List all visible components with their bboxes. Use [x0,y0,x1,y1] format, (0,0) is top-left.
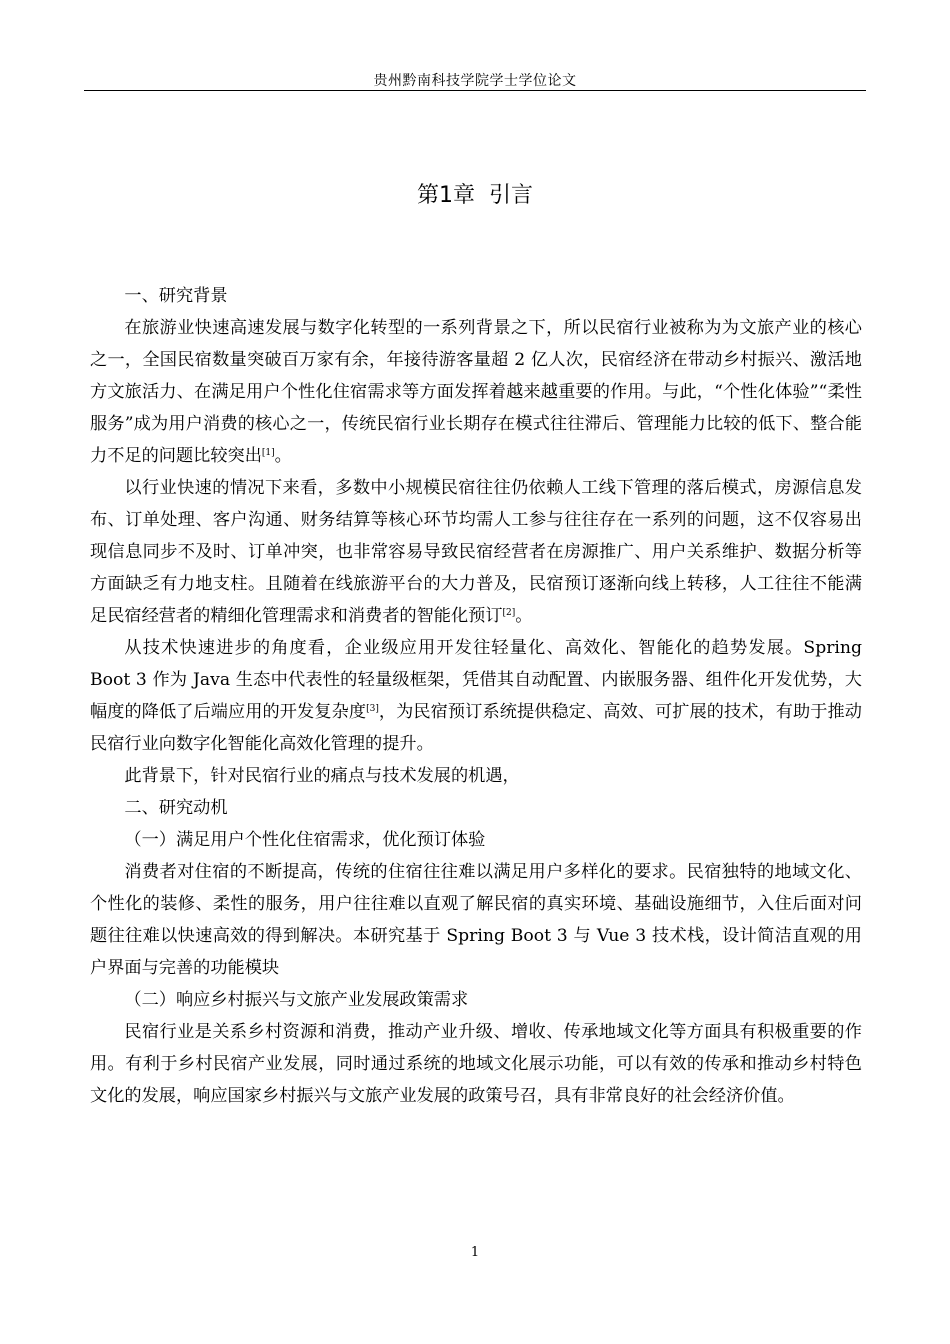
paragraph-text: 从技术快速进步的角度看，企业级应用开发往轻量化、高效化、智能化的趋势发展。Spring Boot 3 作为 Java 生态中代表性的轻量级框架，凭借其自动配置、内嵌服务器、组件化开发优势，大幅度的降低了后端应用的开发复杂度 [90,638,862,722]
citation-ref: [2] [502,608,516,618]
paragraph-end: ，为民宿预订系统提供稳定、高效、可扩展的技术，有助于推动民宿行业向数字化智能化高效化管理的提升。 [90,702,862,754]
header-rule [84,90,866,91]
paragraph: 民宿行业是关系乡村资源和消费，推动产业升级、增收、传承地域文化等方面具有积极重要的作用。有利于乡村民宿产业发展，同时通过系统的地域文化展示功能，可以有效的传承和推动乡村特色文化的发展，响应国家乡村振兴与文旅产业发展的政策号召，具有非常良好的社会经济价值。 [90,1022,862,1106]
section-heading-background: 一、研究背景 [124,286,228,306]
subsection-heading: （二）响应乡村振兴与文旅产业发展政策需求 [124,990,469,1010]
paragraph-end: 。 [515,606,533,626]
body-text [90,280,862,1112]
chapter-title [0,178,950,209]
paragraph: 消费者对住宿的不断提高，传统的住宿往往难以满足用户多样化的要求。民宿独特的地域文化、个性化的装修、柔性的服务，用户往往难以直观了解民宿的真实环境、基础设施细节，入住后面对问题往往难以快速高效的得到解决。本研究基于 Spring Boot 3 与 Vue 3 技术栈，设计简洁直观的用户界面与完善的功能模块 [90,862,862,978]
chapter-name: 引言 [488,183,533,208]
paragraph-text: 在旅游业快速高速发展与数字化转型的一系列背景之下，所以民宿行业被称为为文旅产业的核心之一，全国民宿数量突破百万家有余，年接待游客量超 2 亿人次，民宿经济在带动乡村振兴、激活地方文旅活力、在满足用户个性化住宿需求等方面发挥着越来越重要的作用。与此，“个性化体验”“柔性服务”成为用户消费的核心之一，传统民宿行业长期存在模式往往滞后、管理能力比较的低下、整合能力不足的问题比较突出 [90,318,862,466]
paragraph-text: 以行业快速的情况下来看，多数中小规模民宿往往仍依赖人工线下管理的落后模式，房源信息发布、订单处理、客户沟通、财务结算等核心环节均需人工参与往往存在一系列的问题，这不仅容易出现信息同步不及时、订单冲突，也非常容易导致民宿经营者在房源推广、用户关系维护、数据分析等方面缺乏有力地支柱。且随着在线旅游平台的大力普及，民宿预订逐渐向线上转移，人工往往不能满足民宿经营者的精细化管理需求和消费者的智能化预订 [90,478,862,626]
paragraph [90,632,862,760]
running-header: 贵州黔南科技学院学士学位论文 [373,73,577,89]
paragraph [90,472,862,632]
paragraph: 此背景下，针对民宿行业的痛点与技术发展的机遇， [124,766,520,786]
chapter-number: 第1章 [416,183,475,208]
subsection-heading: （一）满足用户个性化住宿需求，优化预订体验 [124,830,486,850]
citation-ref: [3] [366,704,379,714]
page-number: 1 [470,1245,480,1260]
citation-ref: [1] [261,448,275,458]
section-heading-motivation: 二、研究动机 [124,798,228,818]
paragraph-end: 。 [274,446,292,466]
paragraph [90,312,862,472]
